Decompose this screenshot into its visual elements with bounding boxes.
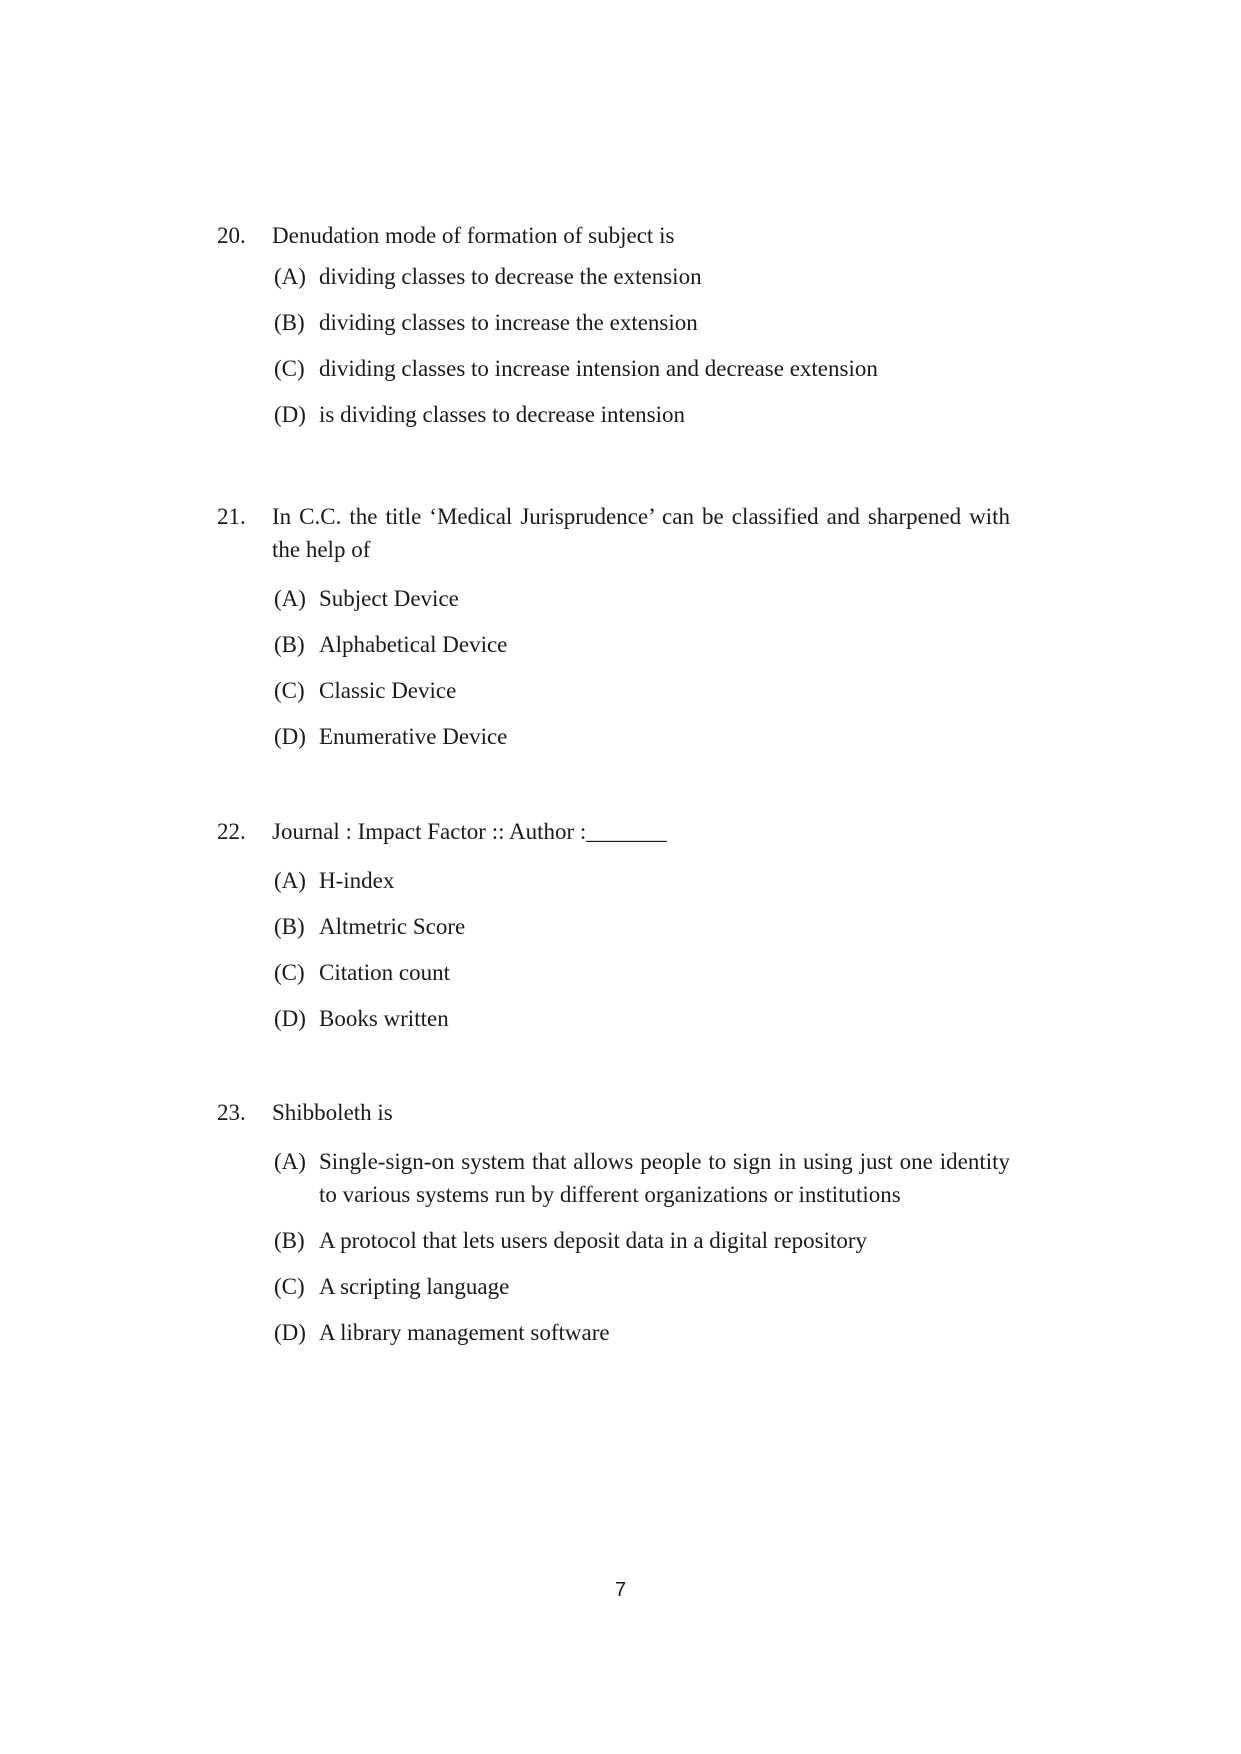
- option-label: (B): [274, 1228, 305, 1253]
- page-number: 7: [614, 1579, 627, 1601]
- question-number: 22.: [217, 819, 246, 844]
- option-d: [274, 720, 1010, 753]
- option-label: (C): [274, 1274, 305, 1299]
- option-b: [274, 306, 1010, 339]
- question-stem: [217, 1096, 1010, 1129]
- question-21: [217, 500, 1010, 753]
- option-text: Alphabetical Device: [319, 632, 508, 657]
- option-text: dividing classes to increase the extension: [319, 310, 698, 335]
- options-list: [274, 260, 1010, 431]
- option-text: Books written: [319, 1006, 449, 1031]
- question-stem: [217, 815, 1010, 848]
- option-label: (C): [274, 356, 305, 381]
- option-label: (A): [274, 264, 306, 289]
- options-list: [274, 864, 1010, 1035]
- question-20: [217, 219, 1010, 431]
- option-text: Classic Device: [319, 678, 457, 703]
- question-text: Denudation mode of formation of subject is: [272, 223, 675, 248]
- option-label: (A): [274, 868, 306, 893]
- option-c: [274, 956, 1010, 989]
- options-list: [274, 582, 1010, 753]
- option-text: A library management software: [319, 1320, 610, 1345]
- option-text: Citation count: [319, 960, 450, 985]
- question-text: Shibboleth is: [272, 1100, 393, 1125]
- option-label: (B): [274, 914, 305, 939]
- option-label: (C): [274, 960, 305, 985]
- question-text: In C.C. the title ‘Medical Jurisprudence’ can be classified and sharpened with the help of: [272, 504, 1010, 562]
- question-number: 20.: [217, 223, 246, 248]
- option-text: dividing classes to increase intension and decrease extension: [319, 356, 878, 381]
- option-a: [274, 1145, 1010, 1211]
- question-text: Journal : Impact Factor :: Author :_______: [272, 819, 667, 844]
- options-list: [274, 1145, 1010, 1349]
- option-text: Enumerative Device: [319, 724, 508, 749]
- option-text: A protocol that lets users deposit data in a digital repository: [319, 1228, 868, 1253]
- option-text: H-index: [319, 868, 395, 893]
- option-label: (C): [274, 678, 305, 703]
- option-text: Single-sign-on system that allows people to sign in using just one identity to various systems run by different organizations or institutions: [319, 1149, 1010, 1207]
- option-label: (B): [274, 632, 305, 657]
- option-a: [274, 260, 1010, 293]
- option-text: Altmetric Score: [319, 914, 466, 939]
- option-text: A scripting language: [319, 1274, 510, 1299]
- option-label: (D): [274, 402, 306, 427]
- question-number: 23.: [217, 1100, 246, 1125]
- question-22: [217, 815, 1010, 1035]
- option-a: [274, 582, 1010, 615]
- option-label: (B): [274, 310, 305, 335]
- option-label: (A): [274, 586, 306, 611]
- option-b: [274, 628, 1010, 661]
- option-label: (D): [274, 1006, 306, 1031]
- option-text: is dividing classes to decrease intension: [319, 402, 686, 427]
- option-text: Subject Device: [319, 586, 459, 611]
- option-label: (D): [274, 724, 306, 749]
- question-23: [217, 1096, 1010, 1349]
- option-b: [274, 910, 1010, 943]
- option-c: [274, 352, 1010, 385]
- option-b: [274, 1224, 1010, 1257]
- option-d: [274, 1002, 1010, 1035]
- option-d: [274, 1316, 1010, 1349]
- option-label: (A): [274, 1149, 306, 1174]
- option-label: (D): [274, 1320, 306, 1345]
- option-text: dividing classes to decrease the extension: [319, 264, 702, 289]
- option-a: [274, 864, 1010, 897]
- question-stem: [217, 500, 1010, 566]
- option-c: [274, 674, 1010, 707]
- question-number: 21.: [217, 504, 246, 529]
- option-c: [274, 1270, 1010, 1303]
- option-d: [274, 398, 1010, 431]
- question-stem: [217, 219, 1010, 252]
